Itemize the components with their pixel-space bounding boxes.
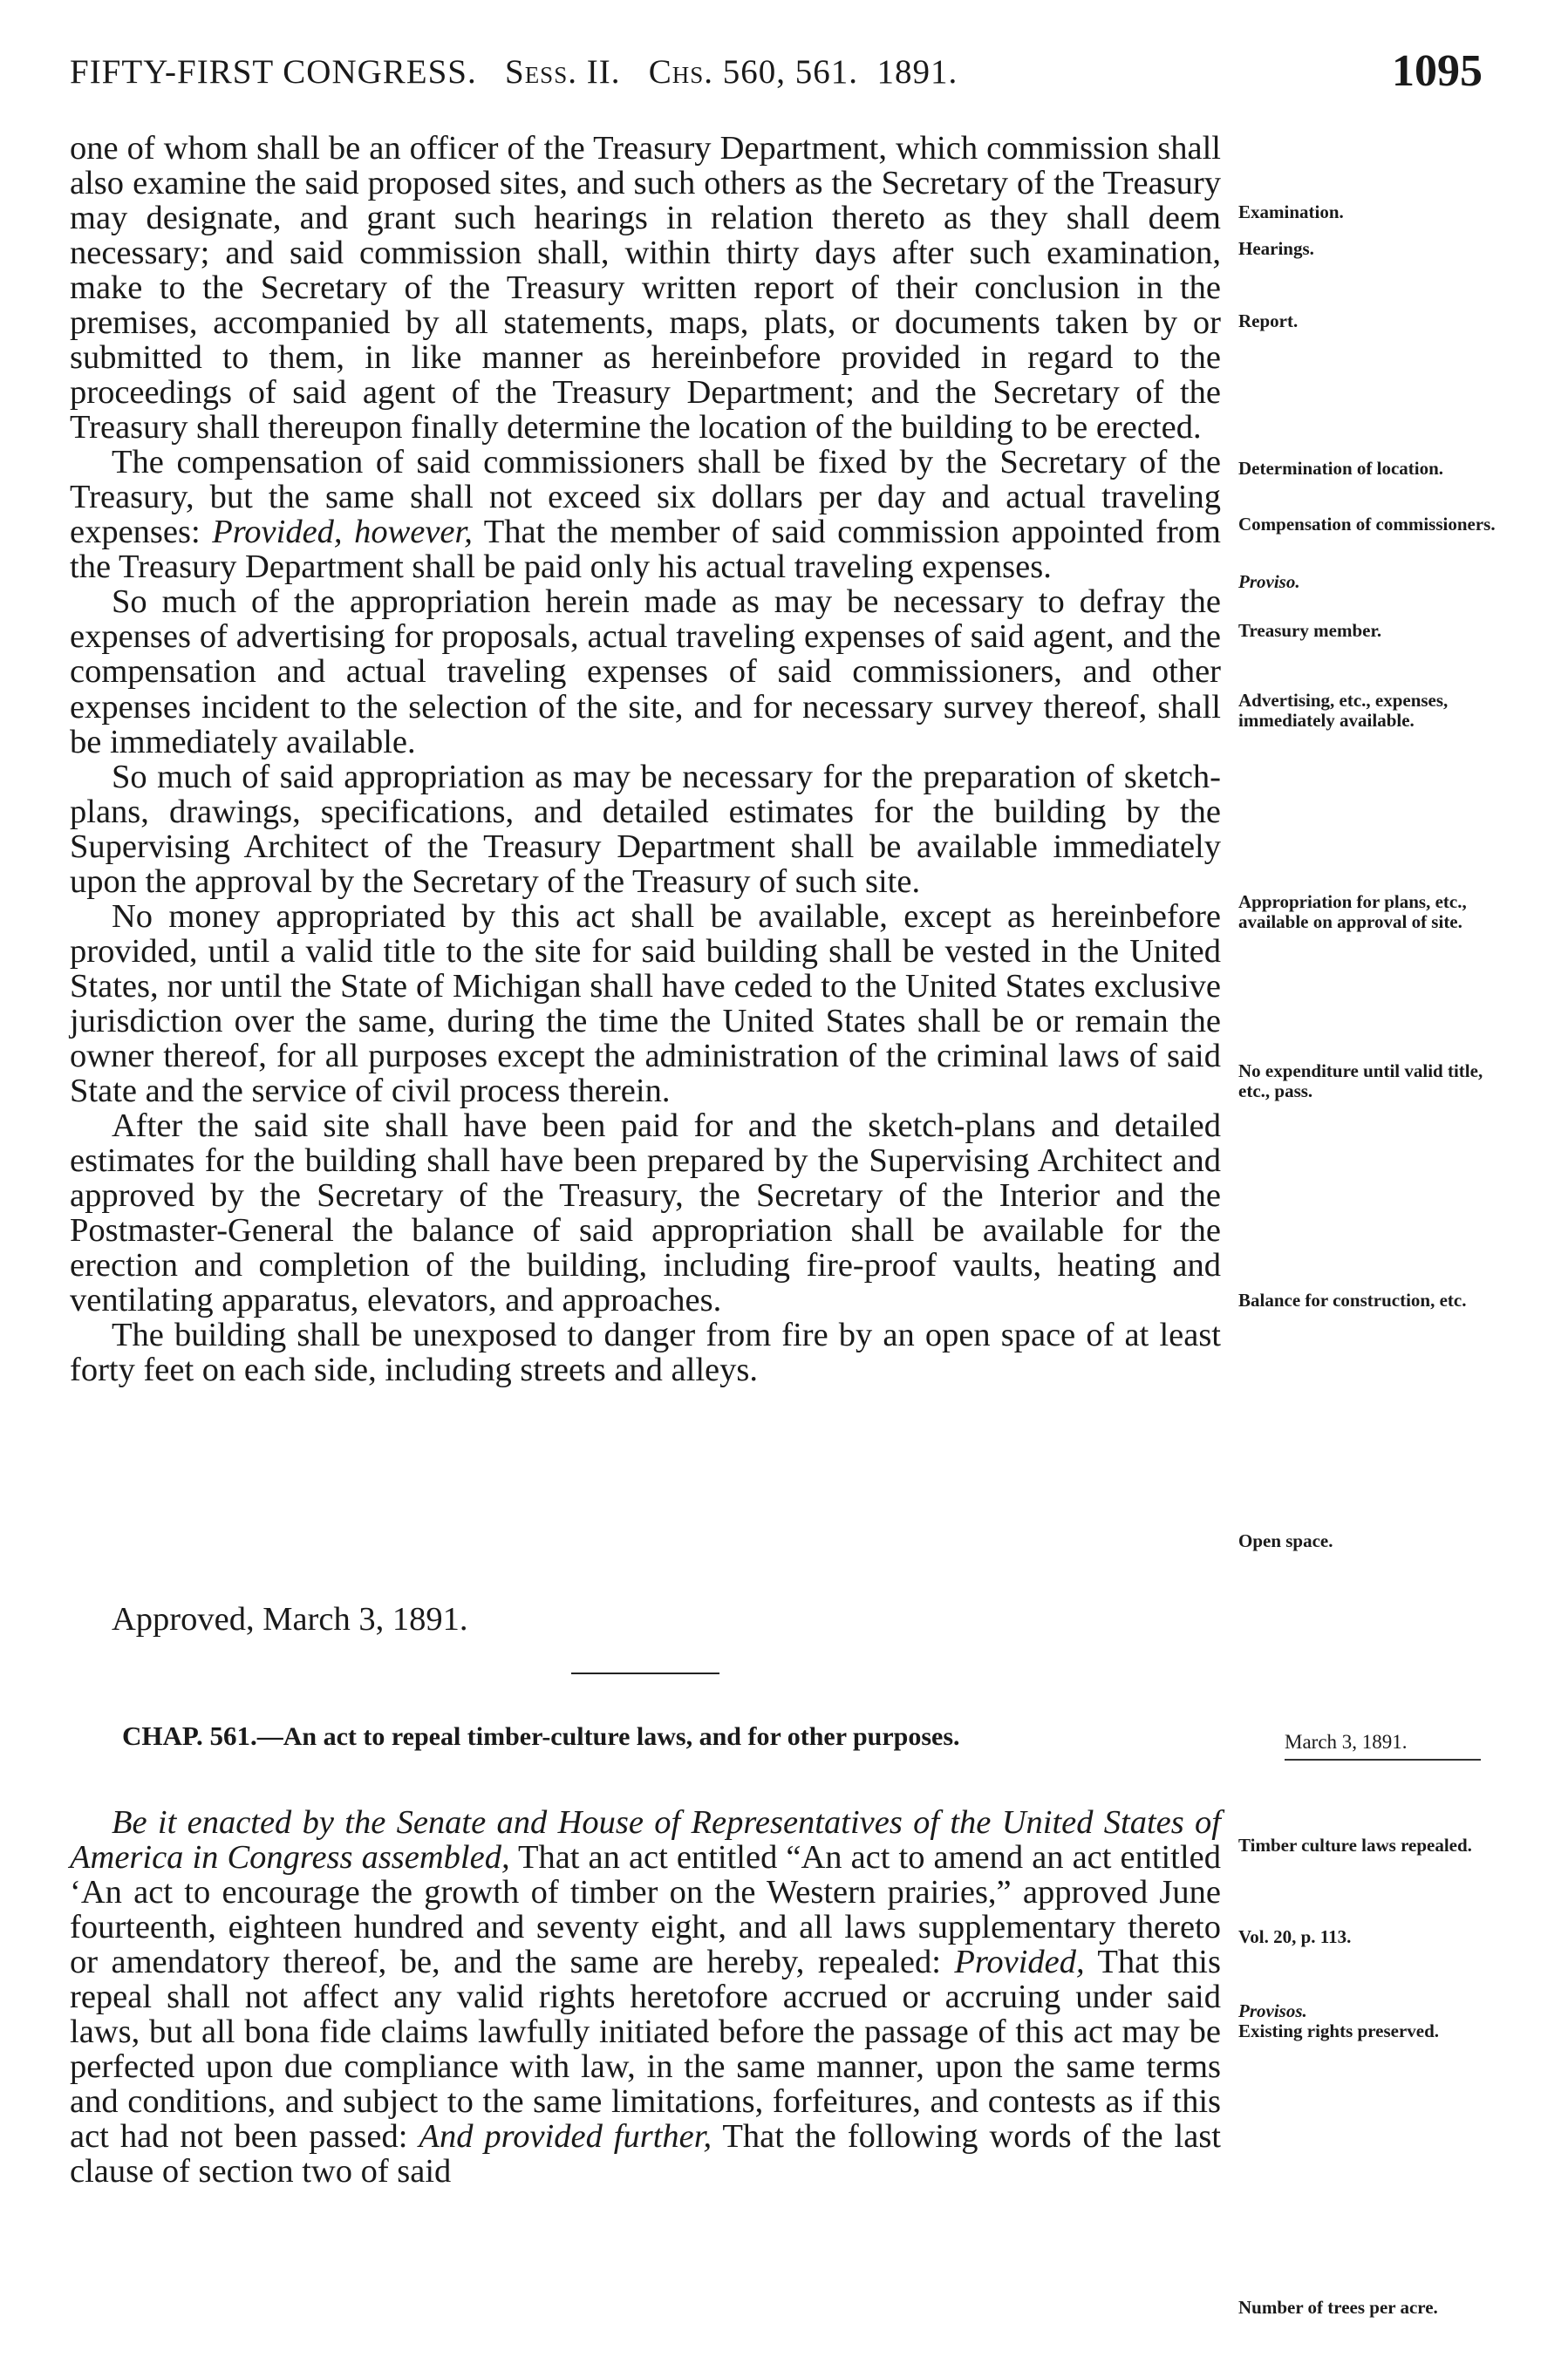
margin-note-no-expenditure: No expenditure until valid title, etc., pass. xyxy=(1238,1060,1483,1102)
chapter-date: March 3, 1891. xyxy=(1285,1731,1481,1761)
page-number: 1095 xyxy=(1392,46,1483,96)
margin-note-appropriation: Appropriation for plans, etc., available on approval of site. xyxy=(1238,891,1467,933)
chapter-561-body xyxy=(70,1805,1221,2189)
running-head xyxy=(70,45,1483,98)
paragraph-plans: So much of said appropriation as may be necessary for the preparation of sketch-plans, drawings, specifications, and detailed estimates for the building by the Supervising Architect of the Treasury Department shall be available immediately upon the approval by the Secretary of the Treasury of such site. xyxy=(70,758,1221,900)
margin-note-report: Report. xyxy=(1238,310,1299,331)
margin-note-examination: Examination. xyxy=(1238,201,1344,222)
margin-note-balance: Balance for construction, etc. xyxy=(1238,1290,1467,1311)
chapter-560-body xyxy=(70,131,1221,1387)
repeal-text-c: That the following words of the last clause of section two of said xyxy=(70,2118,1222,2190)
provided-phrase: Provided, xyxy=(954,1944,1085,1981)
margin-note-open-space: Open space. xyxy=(1238,1530,1333,1551)
margin-note-vol: Vol. 20, p. 113. xyxy=(1238,1926,1352,1947)
margin-note-proviso: Proviso. xyxy=(1238,571,1300,592)
chapter-title: —An act to repeal timber-culture laws, and for other purposes. xyxy=(256,1722,960,1751)
paragraph-compensation xyxy=(70,445,1221,584)
paragraph-commission: one of whom shall be an officer of the Treasury Department, which commission shall also examine the said proposed sites, and such others as the Secretary of the Treasury may designate, and grant such hearings in relation thereto as they shall deem necessary; and said commission shall, within thirty days after such examination, make to the Secretary of the Treasury written report of their conclusion in the premises, accompanied by all statements, maps, plats, or documents taken by or submitted to them, in like manner as hereinbefore provided in regard to the proceedings of said agent of the Treasury Department; and the Secretary of the Treasury shall thereupon finally determine the location of the building to be erected. xyxy=(70,130,1221,446)
paragraph-advertising: So much of the appropriation herein made as may be necessary to defray the expenses of advertising for proposals, actual traveling expenses of said agent, and the compensation and actual traveling expenses of said commissioners, and other expenses incident to the selection of the site, and for necessary survey thereof, shall be immediately available. xyxy=(70,583,1221,760)
approval-line: Approved, March 3, 1891. xyxy=(112,1601,468,1638)
session-label: Sess. II. xyxy=(505,53,621,91)
paragraph-enacting xyxy=(70,1805,1221,2189)
chapters-label: Chs. 560, 561. xyxy=(648,53,858,91)
paragraph-open-space: The building shall be unexposed to danger from fire by an open space of at least forty feet on each side, including streets and alleys. xyxy=(70,1317,1221,1389)
margin-note-determination: Determination of location. xyxy=(1238,458,1444,479)
year-label: 1891. xyxy=(876,53,958,91)
margin-note-hearings: Hearings. xyxy=(1238,238,1314,259)
congress-title: FIFTY-FIRST CONGRESS. xyxy=(70,53,477,91)
running-head-text xyxy=(70,52,958,92)
enacting-clause: Be it enacted by the Senate and House of Representatives of the United States of America in Congress assembled, xyxy=(70,1804,1221,1877)
chapter-heading xyxy=(122,1720,960,1752)
margin-note-provisos: Provisos. xyxy=(1238,2000,1307,2021)
repeal-text-a: That an act entitled “An act to amend an act entitled ‘An act to encourage the growth of timber on the Western prairies,” approved June fourteenth, eighteen hundred and seventy eight, and all laws supplementary thereto or amendatory thereof, be, and the same are hereby, repealed: xyxy=(70,1839,1221,1981)
margin-note-advertising: Advertising, etc., expenses, immediately available. xyxy=(1238,690,1449,732)
margin-note-trees: Number of trees per acre. xyxy=(1238,2297,1438,2318)
section-divider xyxy=(571,1673,719,1674)
paragraph-balance: After the said site shall have been paid for and the sketch-plans and detailed estimates for the building shall have been prepared by the Supervising Architect and approved by the Secretary of the Treasury, the Secretary of the Interior and the Postmaster-General the balance of said appropriation shall be available for the erection and completion of the building, including fire-proof vaults, heating and ventilating apparatus, elevators, and approaches. xyxy=(70,1107,1221,1319)
provided-further-phrase: And provided further, xyxy=(419,2118,712,2156)
margin-note-compensation: Compensation of commissioners. xyxy=(1238,514,1496,535)
margin-note-timber: Timber culture laws repealed. xyxy=(1238,1835,1472,1856)
compensation-text-a: The compensation of said commissioners shall be fixed by the Secretary of the Treasury, but the same shall not exceed six dollars per day and actual traveling expenses: xyxy=(70,444,1221,551)
paragraph-title-jurisdiction: No money appropriated by this act shall be available, except as hereinbefore provided, until a valid title to the site for said building shall be vested in the United States, nor until the State of Michigan shall have ceded to the United States exclusive jurisdiction over the same, during the time the United States shall be or remain the owner thereof, for all purposes except the administration of the criminal laws of said State and the service of civil process therein. xyxy=(70,897,1221,1109)
repeal-text-b: That this repeal shall not affect any valid rights heretofore accrued or accruing under said laws, but all bona fide claims lawfully initiated before the passage of this act may be perfected upon due compliance with law, in the same manner, upon the same terms and conditions, and subject to the same limitations, forfeitures, and contests as if this act had not been passed: xyxy=(70,1944,1221,2156)
proviso-phrase: Provided, however, xyxy=(212,514,473,551)
chapter-label: CHAP. 561. xyxy=(122,1720,257,1751)
compensation-text-b: That the member of said commission appointed from the Treasury Department shall be paid only his actual traveling expenses. xyxy=(70,514,1221,586)
margin-note-treasury-member: Treasury member. xyxy=(1238,620,1382,641)
margin-note-existing-rights: Existing rights preserved. xyxy=(1238,2020,1440,2041)
